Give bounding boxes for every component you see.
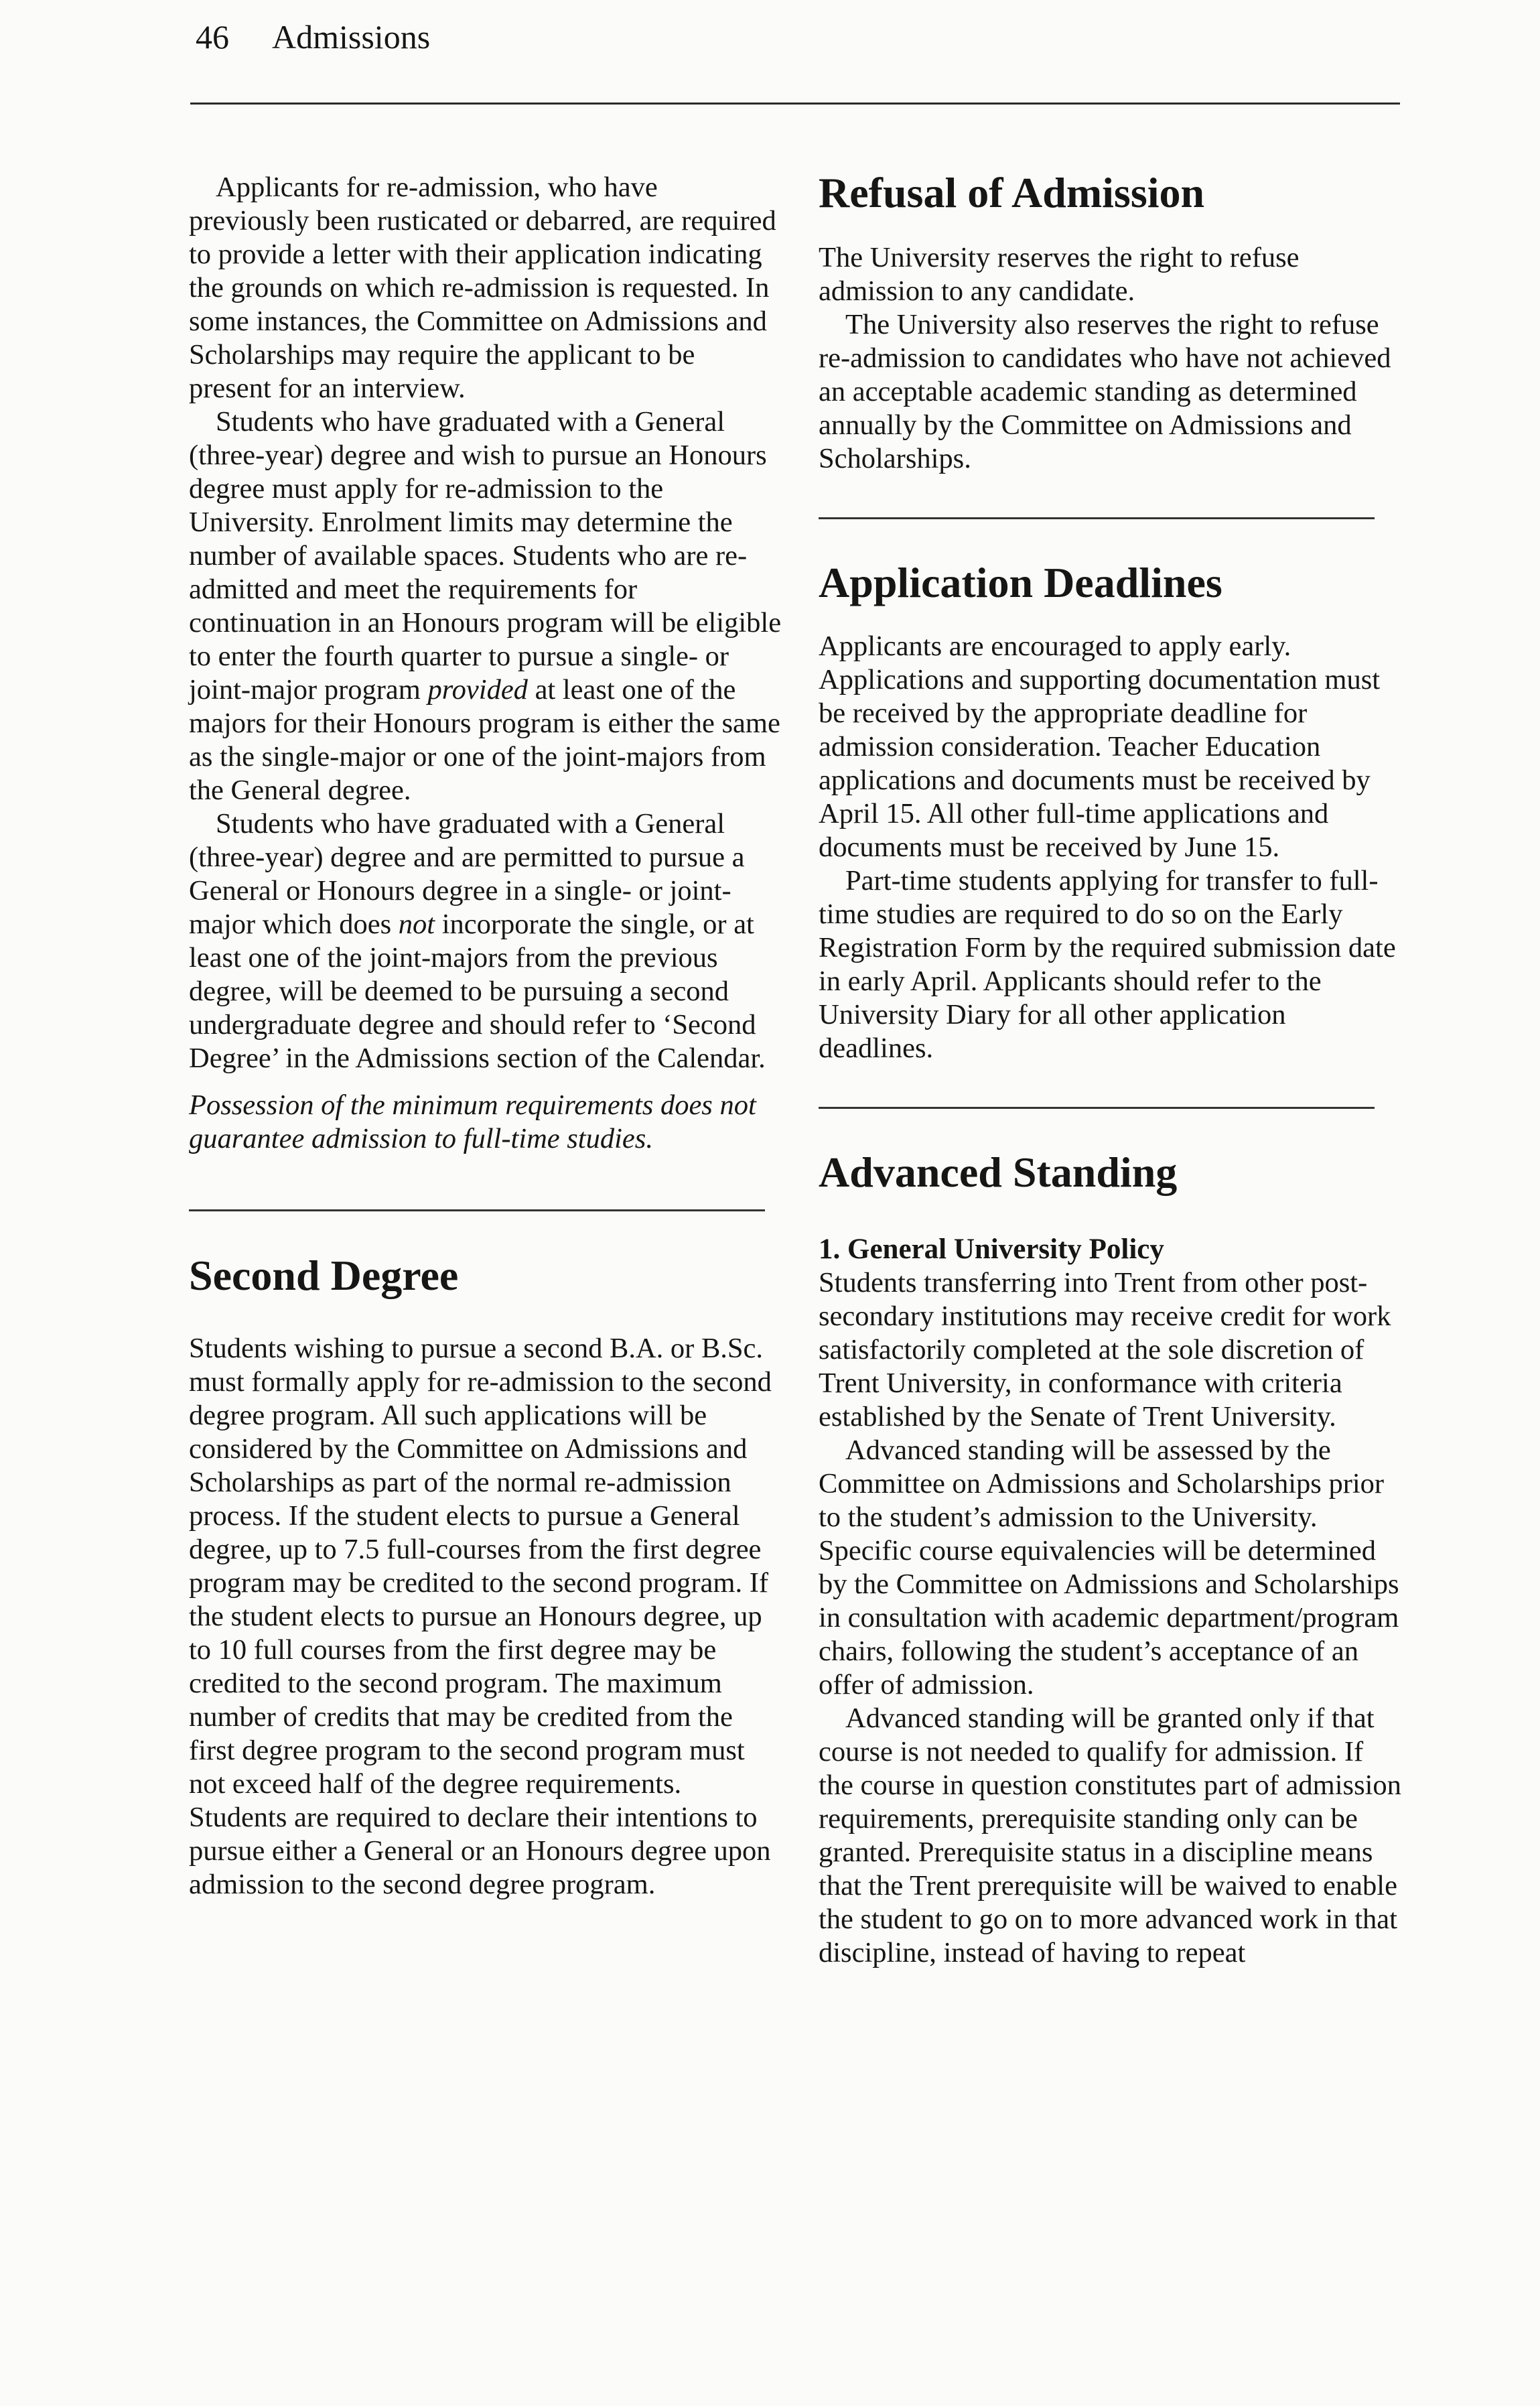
honours-readmission-paragraph — [189, 405, 782, 807]
refusal-heading: Refusal of Admission — [819, 169, 1205, 216]
paragraph-text: Students who have graduated with a General (three-year) degree and are permitted to pursue a General or Honours degree in a single- or joint-major which does — [189, 808, 745, 940]
section-divider — [819, 1107, 1375, 1109]
paragraph-text: incorporate the single, or at least one of the joint-majors from the previous degree, will be deemed to be pursuing a second undergraduate degree and should refer to ‘Second Degree’ in the Admissions section of the Calendar. — [189, 909, 766, 1074]
section-divider — [189, 1209, 765, 1211]
running-header — [196, 20, 430, 54]
right-column — [819, 166, 1405, 1970]
header-rule — [190, 103, 1400, 105]
paragraph-text: at least one of the majors for their Honours program is either the same as the single-major or one of the joint-majors from the General degree. — [189, 674, 780, 806]
part-time-paragraph: Part-time students applying for transfer to full-time studies are required to do so on the Early Registration Form by the required submission date in early April. Applicants should refer to the University Diary for all other application deadlines. — [819, 865, 1396, 1064]
second-degree-paragraph: Students wishing to pursue a second B.A. or B.Sc. must formally apply for re-admission to the second degree program. All such applications will be considered by the Committee on Admissions and Scholarships as part of the normal re-admission process. If the student elects to pursue a General degree, up to 7.5 full-courses from the first degree program may be credited to the second program. If the student elects to pursue an Honours degree, up to 10 full courses from the first degree may be credited to the second program. The maximum number of credits that may be credited from the first degree program to the second program must not exceed half of the degree requirements. Students are required to declare their intentions to pursue either a General or an Honours degree upon admission to the second degree program. — [189, 1333, 772, 1900]
policy-subheading: 1. General University Policy — [819, 1233, 1164, 1265]
second-degree-heading: Second Degree — [189, 1252, 459, 1299]
refusal-readmission-paragraph: The University also reserves the right to refuse re-admission to candidates who have not achieved an acceptable academic standing as determined annually by the Committee on Admissions and Scholarships. — [819, 309, 1391, 474]
emphasis-text: not — [398, 909, 435, 940]
deadlines-heading: Application Deadlines — [819, 559, 1222, 606]
section-title: Admissions — [272, 18, 431, 56]
minimum-requirements-note: Possession of the minimum requirements does not guarantee admission to full-time studies. — [189, 1089, 756, 1154]
paragraph-text: Students who have graduated with a General (three-year) degree and wish to pursue an Honours degree must apply for re-admission to the University. Enrolment limits may determine the number of available spaces. Students who are re-admitted and meet the requirements for continuation in an Honours program will be eligible to enter the fourth quarter to pursue a single- or joint-major program — [189, 406, 782, 706]
second-undergrad-paragraph — [189, 807, 782, 1075]
transfer-paragraph: Students transferring into Trent from other post-secondary institutions may receive credit for work satisfactorily completed at the sole discretion of Trent University, in conformance with criteria established by the Senate of Trent University. — [819, 1267, 1391, 1432]
assessment-paragraph: Advanced standing will be assessed by the Committee on Admissions and Scholarships prior to the student’s admission to the University. Specific course equivalencies will be determined by the Committee on Admissions and Scholarships in consultation with academic department/program chairs, following the student’s acceptance of an offer of admission. — [819, 1434, 1399, 1700]
refusal-paragraph: The University reserves the right to refuse admission to any candidate. — [819, 242, 1300, 307]
section-divider — [819, 517, 1375, 519]
readmission-paragraph: Applicants for re-admission, who have previously been rusticated or debarred, are required to provide a letter with their application indicating the grounds on which re-admission is requested. In some instances, the Committee on Admissions and Scholarships may require the applicant to be present for an interview. — [189, 172, 776, 404]
deadlines-paragraph: Applicants are encouraged to apply early. Applications and supporting documentation must be received by the appropriate deadline for admission consideration. Teacher Education applications and documents must be received by April 15. All other full-time applications and documents must be received by June 15. — [819, 630, 1381, 863]
advanced-standing-heading: Advanced Standing — [819, 1148, 1178, 1196]
prerequisite-paragraph: Advanced standing will be granted only if that course is not needed to qualify for admission. If the course in question constitutes part of admission requirements, prerequisite standing only can be granted. Prerequisite status in a discipline means that the Trent prerequisite will be waived to enable the student to go on to more advanced work in that discipline, instead of having to repeat — [819, 1702, 1401, 1968]
page-number: 46 — [196, 18, 229, 56]
left-column — [189, 171, 782, 1901]
emphasis-text: provided — [427, 674, 528, 706]
